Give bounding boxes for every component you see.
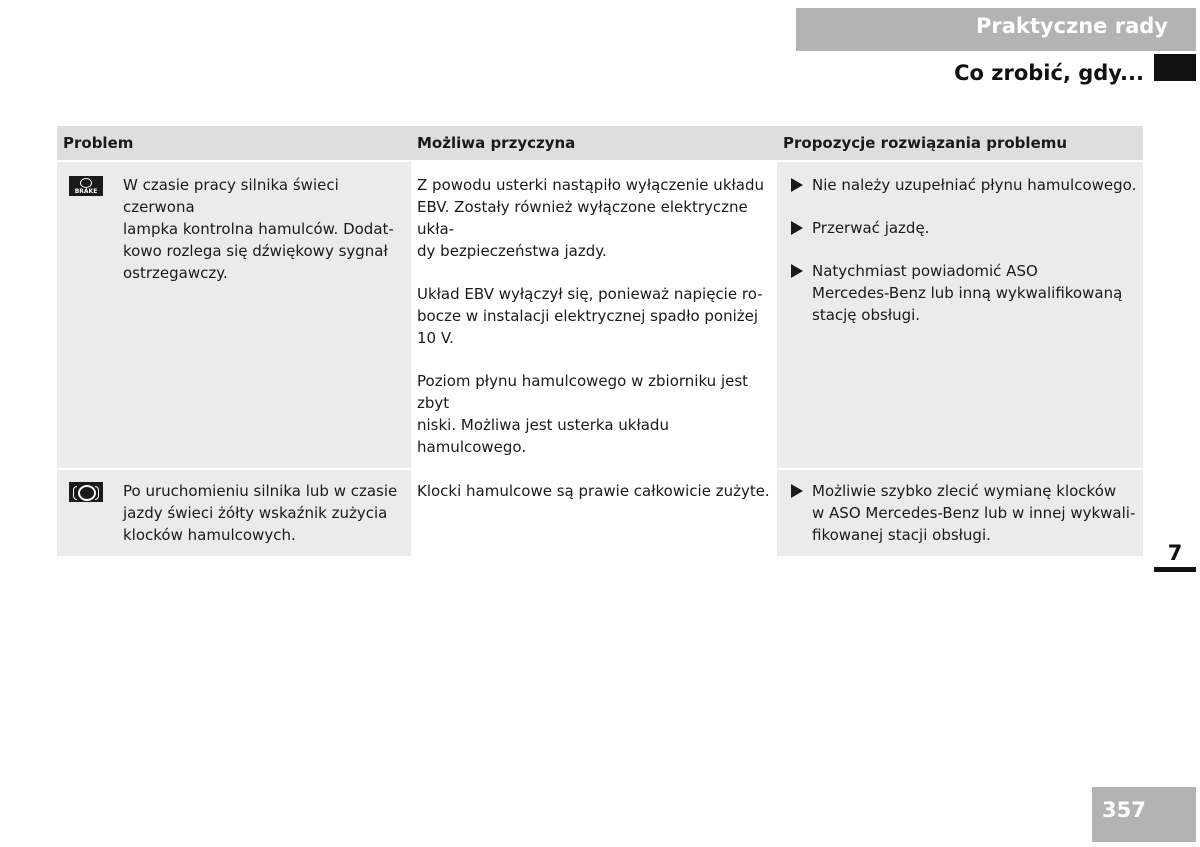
cause-line: Klocki hamulcowe są prawie całkowicie zużyte. bbox=[417, 482, 770, 500]
problem-cell bbox=[57, 161, 411, 469]
table-header-row bbox=[57, 126, 1143, 161]
solution-line: Nie należy uzupełniać płynu hamulcowego. bbox=[812, 176, 1137, 194]
cause-line: EBV. Zostały również wyłączone elektryczne ukła- bbox=[417, 198, 748, 238]
header-problem: Problem bbox=[57, 126, 411, 161]
problem-line: Po uruchomieniu silnika lub w czasie bbox=[123, 482, 398, 500]
section-marker-tab bbox=[1154, 54, 1196, 81]
problem-text bbox=[123, 480, 405, 546]
header-solution: Propozycje rozwiązania problemu bbox=[777, 126, 1143, 161]
cause-line: dy bezpieczeństwa jazdy. bbox=[417, 242, 607, 260]
cause-line: 10 V. bbox=[417, 329, 454, 347]
cause-paragraph bbox=[417, 174, 771, 262]
troubleshooting-table bbox=[57, 126, 1143, 558]
solution-line: Natychmiast powiadomić ASO bbox=[812, 262, 1038, 280]
arrow-right-icon bbox=[791, 264, 803, 278]
cause-line: Z powodu usterki nastąpiło wyłączenie układu bbox=[417, 176, 764, 194]
table-row bbox=[57, 469, 1143, 557]
header-cause: Możliwa przyczyna bbox=[411, 126, 777, 161]
problem-text bbox=[123, 174, 405, 284]
problem-line: lampka kontrolna hamulców. Dodat- bbox=[123, 220, 394, 238]
cause-paragraph bbox=[417, 480, 771, 502]
solution-line: Przerwać jazdę. bbox=[812, 219, 930, 237]
cause-line: niski. Możliwa jest usterka układu hamulcowego. bbox=[417, 416, 669, 456]
solution-line: stację obsługi. bbox=[812, 306, 921, 324]
solution-item bbox=[789, 480, 1137, 546]
cause-line: Poziom płynu hamulcowego w zbiorniku jest zbyt bbox=[417, 372, 749, 412]
problem-line: jazdy świeci żółty wskaźnik zużycia bbox=[123, 504, 388, 522]
cause-line: bocze w instalacji elektrycznej spadło poniżej bbox=[417, 307, 759, 325]
problem-line: klocków hamulcowych. bbox=[123, 526, 296, 544]
table-row bbox=[57, 161, 1143, 469]
solution-cell bbox=[777, 161, 1143, 469]
solution-item bbox=[789, 260, 1137, 326]
chapter-number: 7 bbox=[1167, 541, 1183, 565]
cause-paragraph bbox=[417, 283, 771, 349]
solution-cell bbox=[777, 469, 1143, 557]
solution-line: w ASO Mercedes-Benz lub w innej wykwali- bbox=[812, 504, 1136, 522]
brake-warning-icon bbox=[69, 176, 103, 196]
solution-item bbox=[789, 217, 1137, 239]
chapter-underline bbox=[1154, 567, 1196, 572]
cause-cell bbox=[411, 161, 777, 469]
section-banner bbox=[796, 8, 1196, 51]
cause-line: Układ EBV wyłączył się, ponieważ napięcie ro- bbox=[417, 285, 763, 303]
arrow-right-icon bbox=[791, 178, 803, 192]
problem-line: kowo rozlega się dźwiękowy sygnał bbox=[123, 242, 388, 260]
brake-pad-wear-icon bbox=[69, 482, 103, 502]
problem-line: ostrzegawczy. bbox=[123, 264, 228, 282]
subsection-title: Co zrobić, gdy... bbox=[954, 61, 1144, 85]
solution-line: Możliwie szybko zlecić wymianę klocków bbox=[812, 482, 1117, 500]
brake-icon-label: BRAKE bbox=[74, 188, 98, 195]
cause-paragraph bbox=[417, 370, 771, 458]
arrow-right-icon bbox=[791, 221, 803, 235]
page-number bbox=[1092, 787, 1196, 842]
problem-line: W czasie pracy silnika świeci czerwona bbox=[123, 176, 339, 216]
solution-line: Mercedes-Benz lub inną wykwalifikowaną bbox=[812, 284, 1123, 302]
section-title: Praktyczne rady bbox=[975, 14, 1168, 38]
page-number-text: 357 bbox=[1102, 798, 1146, 822]
arrow-right-icon bbox=[791, 484, 803, 498]
solution-item bbox=[789, 174, 1137, 196]
cause-cell bbox=[411, 469, 777, 557]
problem-cell bbox=[57, 469, 411, 557]
solution-line: fikowanej stacji obsługi. bbox=[812, 526, 991, 544]
